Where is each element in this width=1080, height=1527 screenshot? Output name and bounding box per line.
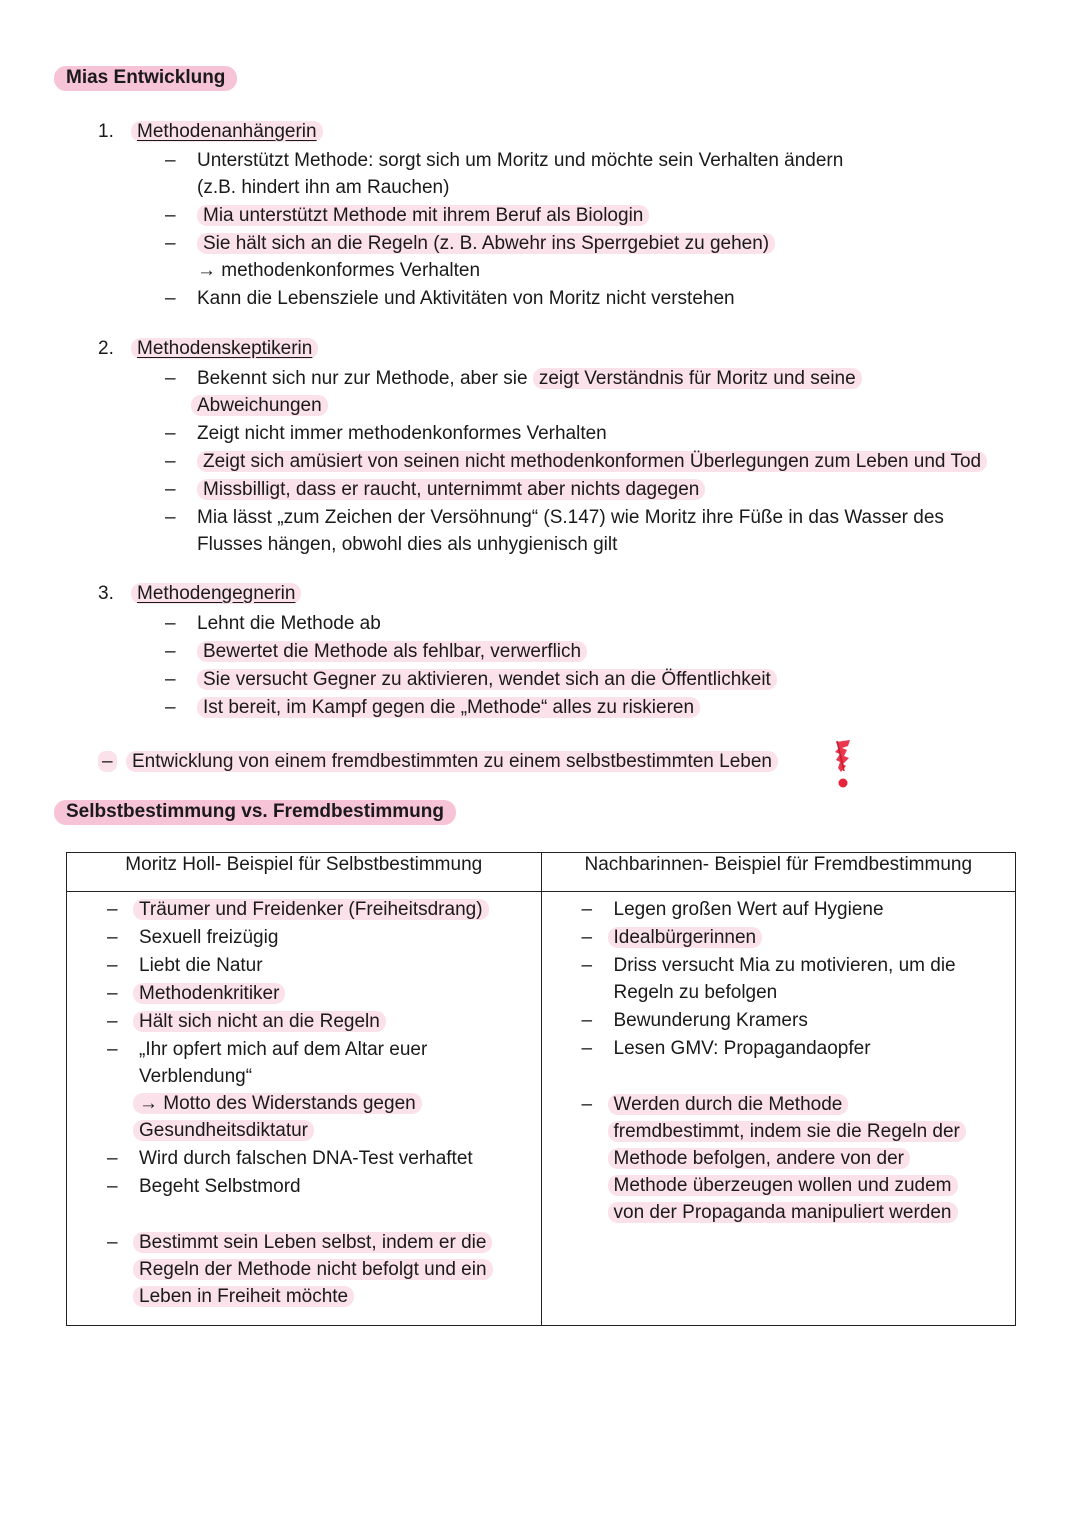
- list-item: – Missbilligt, dass er raucht, unternimmt aber nichts dagegen: [165, 476, 1045, 503]
- group-1-heading: 1. Methodenanhängerin: [98, 121, 323, 143]
- list-item: – Idealbürgerinnen: [582, 924, 1006, 951]
- list-item: – „Ihr opfert mich auf dem Altar euer Verblendung“ → Motto des Widerstands gegen Gesundheitsdiktatur: [107, 1036, 531, 1144]
- list-item: – Zeigt sich amüsiert von seinen nicht methodenkonformen Überlegungen zum Leben und Tod: [165, 448, 1045, 475]
- group-2-list: [165, 365, 1045, 559]
- summary-line: – Entwicklung von einem fremdbestimmten zu einem selbstbestimmten Leben: [98, 748, 778, 775]
- list-item: – Träumer und Freidenker (Freiheitsdrang): [107, 896, 531, 923]
- list-item: – Wird durch falschen DNA-Test verhaftet: [107, 1145, 531, 1172]
- cell-nachbarinnen: [541, 892, 1016, 1326]
- section-title-selbstbestimmung: Selbstbestimmung vs. Fremdbestimmung: [54, 801, 456, 823]
- section-title-mias-entwicklung: Mias Entwicklung: [54, 67, 237, 89]
- list-item: – Begeht Selbstmord: [107, 1173, 531, 1200]
- list-item: – Sexuell freizügig: [107, 924, 531, 951]
- list-item: – Zeigt nicht immer methodenkonformes Verhalten: [165, 420, 1045, 447]
- list-item: – Sie hält sich an die Regeln (z. B. Abwehr ins Sperrgebiet zu gehen) → methodenkonformes Verhalten: [165, 230, 1045, 284]
- list-item: – Liebt die Natur: [107, 952, 531, 979]
- list-item: – Unterstützt Methode: sorgt sich um Moritz und möchte sein Verhalten ändern (z.B. hindert ihn am Rauchen): [165, 147, 1045, 201]
- column-header-moritz: Moritz Holl- Beispiel für Selbstbestimmung: [67, 853, 542, 892]
- group-2-heading: 2. Methodenskeptikerin: [98, 338, 318, 360]
- list-item: – Mia lässt „zum Zeichen der Versöhnung“ (S.147) wie Moritz ihre Füße in das Wasser des Flusses hängen, obwohl dies als unhygienisch gilt: [165, 504, 1045, 558]
- exclamation-mark-icon: [828, 738, 858, 790]
- list-item: – Werden durch die Methode fremdbestimmt, indem sie die Regeln der Methode befolgen, andere von der Methode überzeugen wollen und zudem von der Propaganda manipuliert werden: [582, 1091, 1006, 1226]
- list-item: – Bewunderung Kramers: [582, 1007, 1006, 1034]
- list-item: – Lehnt die Methode ab: [165, 610, 1045, 637]
- list-item: – Bekennt sich nur zur Methode, aber sie zeigt Verständnis für Moritz und seine Abweichungen: [165, 365, 1045, 419]
- list-item: – Bestimmt sein Leben selbst, indem er die Regeln der Methode nicht befolgt und ein Leben in Freiheit möchte: [107, 1229, 531, 1310]
- list-item: – Bewertet die Methode als fehlbar, verwerflich: [165, 638, 1045, 665]
- list-item: – Ist bereit, im Kampf gegen die „Methode“ alles zu riskieren: [165, 694, 1045, 721]
- group-1-list: [165, 147, 1045, 313]
- group-3-list: [165, 610, 1045, 722]
- list-item: – Hält sich nicht an die Regeln: [107, 1008, 531, 1035]
- list-item: – Sie versucht Gegner zu aktivieren, wendet sich an die Öffentlichkeit: [165, 666, 1045, 693]
- list-item: – Methodenkritiker: [107, 980, 531, 1007]
- cell-moritz: [67, 892, 542, 1326]
- list-item: – Mia unterstützt Methode mit ihrem Beruf als Biologin: [165, 202, 1045, 229]
- list-item: – Kann die Lebensziele und Aktivitäten von Moritz nicht verstehen: [165, 285, 1045, 312]
- list-item: – Lesen GMV: Propagandaopfer: [582, 1035, 1006, 1062]
- column-header-nachbarinnen: Nachbarinnen- Beispiel für Fremdbestimmung: [541, 853, 1016, 892]
- group-3-heading: 3. Methodengegnerin: [98, 583, 301, 605]
- comparison-table: [66, 852, 1016, 1326]
- list-item: – Legen großen Wert auf Hygiene: [582, 896, 1006, 923]
- list-item: – Driss versucht Mia zu motivieren, um die Regeln zu befolgen: [582, 952, 1006, 1006]
